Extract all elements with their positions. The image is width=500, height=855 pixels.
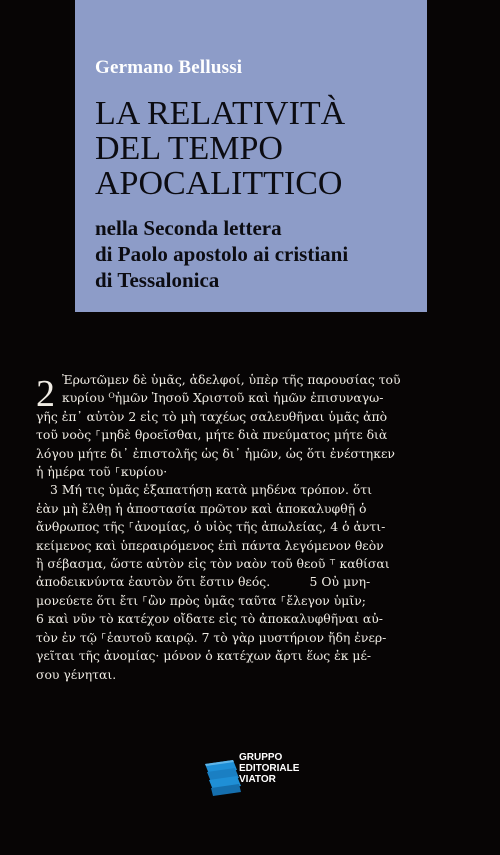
greek-line: κυρίου ᴼἡμῶν Ἰησοῦ Χριστοῦ καὶ ἡμῶν ἐπισυναγω-: [62, 390, 384, 406]
title-panel: [75, 0, 427, 312]
publisher-line: VIATOR: [239, 774, 276, 785]
greek-line: 6 καὶ νῦν τὸ κατέχον οἴδατε εἰς τὸ ἀποκαλυφθῆναι αὐ-: [36, 611, 383, 627]
greek-text: [36, 371, 468, 684]
author-name: Germano Bellussi: [95, 57, 243, 78]
publisher-logo: [203, 750, 303, 800]
greek-line: ἐὰν μὴ ἔλθῃ ἡ ἀποστασία πρῶτον καὶ ἀποκαλυφθῇ ὁ: [36, 500, 367, 516]
greek-line: γῆς ἐπ᾽ αὐτὸν 2 εἰς τὸ μὴ ταχέως σαλευθῆναι ὑμᾶς ἀπὸ: [36, 408, 388, 424]
greek-line: τὸν ἐν τῷ ⸀ἑαυτοῦ καιρῷ. 7 τὸ γὰρ μυστήριον ἤδη ἐνερ-: [36, 629, 387, 645]
title-line: LA RELATIVITÀ: [95, 95, 346, 132]
publisher-line: GRUPPO: [239, 752, 283, 763]
subtitle-line: di Tessalonica: [95, 268, 220, 292]
book-subtitle: [95, 215, 425, 293]
greek-line: 3 Μή τις ὑμᾶς ἐξαπατήσῃ κατὰ μηδένα τρόπον. ὅτι: [50, 482, 372, 498]
greek-line: ἡ ἡμέρα τοῦ ⸀κυρίου·: [36, 464, 168, 480]
greek-line: τοῦ νοὸς ⸀μηδὲ θροεῖσθαι, μήτε διὰ πνεύματος μήτε διὰ: [36, 427, 388, 443]
title-line: DEL TEMPO: [95, 130, 283, 167]
greek-line: γεῖται τῆς ἀνομίας· μόνον ὁ κατέχων ἄρτι ἕως ἐκ μέ-: [36, 648, 372, 664]
greek-line: Ἐρωτῶμεν δὲ ὑμᾶς, ἀδελφοί, ὑπὲρ τῆς παρουσίας τοῦ: [62, 372, 401, 387]
greek-line: ἄνθρωπος τῆς ⸀ἀνομίας, ὁ υἱὸς τῆς ἀπωλείας, 4 ὁ ἀντι-: [36, 519, 386, 535]
subtitle-line: di Paolo apostolo ai cristiani: [95, 242, 349, 266]
greek-line: σου γένηται.: [36, 666, 117, 682]
title-line: APOCALITTICO: [95, 165, 343, 202]
chapter-number: 2: [36, 373, 55, 415]
greek-line: ἢ σέβασμα, ὥστε αὐτὸν εἰς τὸν ναὸν τοῦ θεοῦ ⸆ καθίσαι: [36, 556, 390, 572]
greek-line: μονεύετε ὅτι ἔτι ⸀ὢν πρὸς ὑμᾶς ταῦτα ⸀ἔλεγον ὑμῖν;: [36, 592, 366, 608]
publisher-line: EDITORIALE: [239, 763, 300, 774]
book-title: [95, 96, 425, 201]
subtitle-line: nella Seconda lettera: [95, 216, 282, 240]
greek-line: λόγου μήτε δι᾽ ἐπιστολῆς ὡς δι᾽ ἡμῶν, ὡς ὅτι ἐνέστηκεν: [36, 445, 395, 461]
publisher-name: [239, 752, 299, 785]
greek-line: κείμενος καὶ ὑπεραιρόμενος ἐπὶ πάντα λεγόμενον θεὸν: [36, 537, 384, 553]
greek-line: ἀποδεικνύντα ἑαυτὸν ὅτι ἔστιν θεός. 5 Οὐ μνη-: [36, 574, 371, 590]
